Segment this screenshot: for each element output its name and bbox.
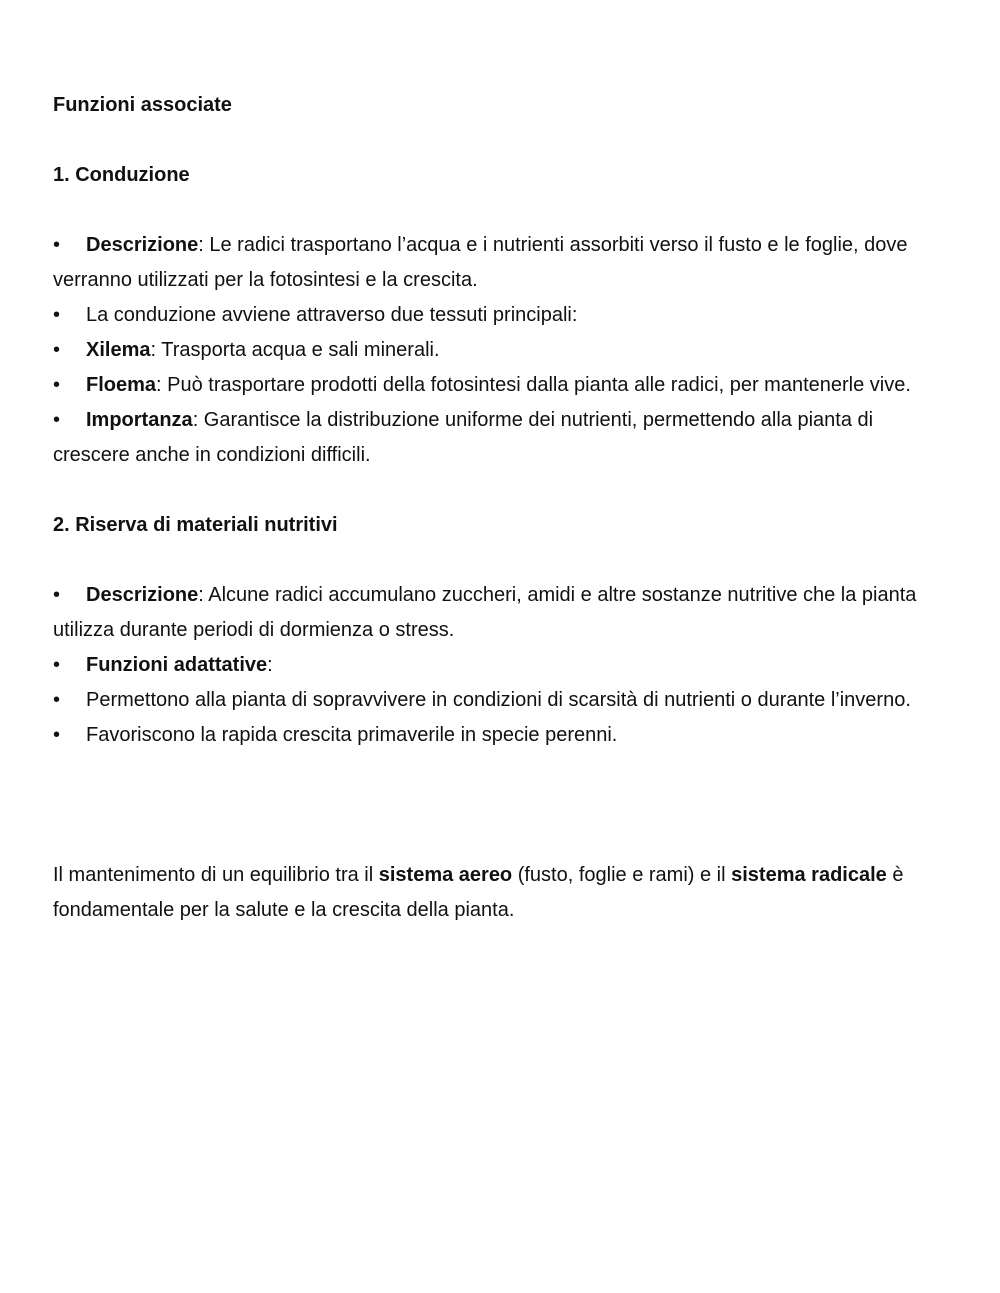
bullet: • (53, 409, 61, 431)
conclusion-paragraph (53, 858, 953, 928)
bullet: • (53, 374, 61, 396)
bullet: • (53, 724, 61, 746)
bullet: • (53, 584, 61, 606)
list-item (53, 683, 953, 718)
list-item-text: Permettono alla pianta di sopravvivere in condizioni di scarsità di nutrienti o durante l’inverno. (86, 689, 911, 711)
list-item (53, 368, 953, 403)
list-item-text: : Le radici trasportano l’acqua e i nutrienti assorbiti verso il fusto e le foglie, dove verranno utilizzati per la fotosintesi e la crescita. (53, 234, 908, 291)
list-item-text: : Può trasportare prodotti della fotosintesi dalla pianta alle radici, per mantenerle vive. (156, 374, 911, 396)
list-item (53, 298, 953, 333)
bullet: • (53, 304, 61, 326)
bullet: • (53, 339, 61, 361)
conclusion-text: Il mantenimento di un equilibrio tra il (53, 864, 379, 886)
conclusion-text: è fondamentale per la salute e la crescita della pianta. (53, 864, 904, 921)
spacer (53, 753, 953, 858)
list-item-text: La conduzione avviene attraverso due tessuti principali: (86, 304, 578, 326)
list-item-text: Favoriscono la rapida crescita primaverile in specie perenni. (86, 724, 618, 746)
list-item (53, 403, 953, 473)
list-item-text: : Alcune radici accumulano zuccheri, amidi e altre sostanze nutritive che la pianta utilizza durante periodi di dormienza o stress. (53, 584, 917, 641)
term-sistema-radicale: sistema radicale (731, 864, 887, 886)
term-label: Descrizione (86, 234, 199, 256)
list-item (53, 333, 953, 368)
term-label: Floema (86, 374, 157, 396)
spacer (53, 123, 953, 158)
list-item-text: : Garantisce la distribuzione uniforme dei nutrienti, permettendo alla pianta di crescere anche in condizioni difficili. (53, 409, 874, 466)
document-title: Funzioni associate (53, 94, 232, 116)
bullet: • (53, 654, 61, 676)
list-item (53, 718, 953, 753)
list-item-text: : (267, 654, 273, 676)
list-item (53, 648, 953, 683)
list-item (53, 578, 953, 648)
term-label: Descrizione (86, 584, 199, 606)
list-item-text: : Trasporta acqua e sali minerali. (150, 339, 440, 361)
term-label: Importanza (86, 409, 193, 431)
bullet: • (53, 689, 61, 711)
term-label: Xilema (86, 339, 151, 361)
document-page (53, 88, 953, 928)
section-heading-conduzione: 1. Conduzione (53, 164, 190, 186)
term-label: Funzioni adattative (86, 654, 268, 676)
term-sistema-aereo: sistema aereo (378, 864, 513, 886)
spacer (53, 543, 953, 578)
section-heading-riserva: 2. Riserva di materiali nutritivi (53, 514, 338, 536)
bullet: • (53, 234, 61, 256)
spacer (53, 193, 953, 228)
list-item (53, 228, 953, 298)
spacer (53, 473, 953, 508)
conclusion-text: (fusto, foglie e rami) e il (512, 864, 732, 886)
